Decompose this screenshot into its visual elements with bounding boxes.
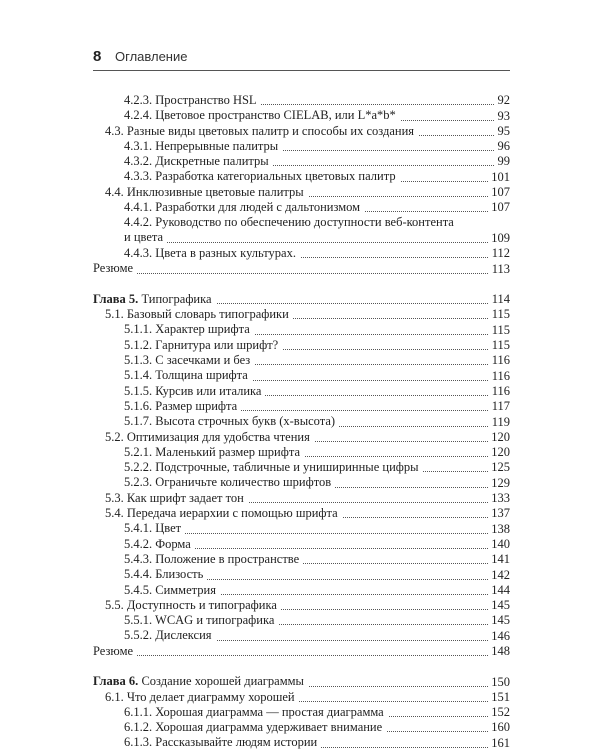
toc-entry-label: 6.1.1. Хорошая диаграмма — простая диаграмма bbox=[124, 704, 384, 719]
toc-page-number: 99 bbox=[495, 154, 511, 169]
toc-entry-label: 4.3.1. Непрерывные палитры bbox=[124, 138, 279, 153]
toc-entry-label-cont: и цвета bbox=[124, 230, 167, 244]
toc-page-number: 133 bbox=[488, 491, 510, 506]
toc-page-number: 140 bbox=[488, 537, 510, 552]
toc-entry-label: 4.3. Разные виды цветовых палитр и способы их создания bbox=[105, 123, 415, 138]
toc-page-number: 115 bbox=[489, 323, 510, 338]
toc-entry[interactable] bbox=[93, 246, 510, 261]
chapter-number: Глава 6. bbox=[93, 674, 139, 689]
toc-page-number: 101 bbox=[488, 170, 510, 185]
toc-page-number: 142 bbox=[488, 568, 510, 583]
toc-entry-label: Создание хорошей диаграммы bbox=[141, 674, 304, 689]
toc-entry[interactable] bbox=[93, 521, 510, 536]
dot-leader bbox=[93, 273, 510, 274]
toc-page-number: 125 bbox=[488, 460, 510, 475]
toc-entry[interactable] bbox=[93, 292, 510, 307]
toc-page-number: 109 bbox=[488, 231, 510, 246]
toc-entry[interactable] bbox=[93, 445, 510, 460]
toc-entry[interactable] bbox=[93, 93, 510, 108]
toc-entry[interactable] bbox=[93, 567, 510, 582]
toc-entry-label: 5.1.2. Гарнитура или шрифт? bbox=[124, 337, 279, 352]
toc-entry-label: 5.1.4. Толщина шрифта bbox=[124, 368, 248, 383]
toc-entry-label: 5.2.3. Ограничьте количество шрифтов bbox=[124, 475, 332, 490]
toc-page-number: 107 bbox=[488, 185, 510, 200]
toc-entry-label: 5.1.6. Размер шрифта bbox=[124, 398, 238, 413]
toc-entry-label: 5.2.1. Маленький размер шрифта bbox=[124, 444, 300, 459]
toc-entry[interactable] bbox=[93, 154, 510, 169]
page-header bbox=[93, 48, 510, 71]
toc-entry-label: 5.4.2. Форма bbox=[124, 536, 191, 551]
toc-entry[interactable] bbox=[93, 108, 510, 123]
toc-entry[interactable] bbox=[93, 674, 510, 689]
toc-page-number: 114 bbox=[489, 292, 510, 307]
toc-page-number: 120 bbox=[488, 445, 510, 460]
toc-entry-label: 5.5.2. Дислексия bbox=[124, 628, 212, 643]
toc-page-number: 113 bbox=[489, 262, 510, 277]
page-number: 8 bbox=[93, 48, 102, 65]
toc-page-number: 115 bbox=[489, 338, 510, 353]
toc-entry-label: 5.1.1. Характер шрифта bbox=[124, 322, 250, 337]
toc-entry[interactable] bbox=[93, 384, 510, 399]
toc-entry[interactable] bbox=[93, 690, 510, 705]
toc-entry[interactable] bbox=[93, 491, 510, 506]
chapter-number: Глава 5. bbox=[93, 291, 139, 306]
toc-entry-label: 6.1.3. Рассказывайте людям истории bbox=[124, 735, 318, 750]
toc-entry-label: Резюме bbox=[93, 643, 134, 658]
toc-entry-label: 5.1.3. С засечками и без bbox=[124, 353, 251, 368]
toc-entry-label: 6.1. Что делает диаграмму хорошей bbox=[105, 689, 295, 704]
dot-leader bbox=[124, 242, 510, 243]
toc-page-number: 116 bbox=[489, 369, 510, 384]
toc-entry[interactable] bbox=[93, 139, 510, 154]
toc-entry[interactable] bbox=[93, 613, 510, 628]
toc-page-number: 120 bbox=[488, 430, 510, 445]
toc-entry[interactable] bbox=[93, 720, 510, 735]
toc-entry[interactable] bbox=[93, 399, 510, 414]
toc-page-number: 137 bbox=[488, 506, 510, 521]
toc-entry-label: 5.4.5. Симметрия bbox=[124, 582, 216, 597]
toc-page-number: 148 bbox=[488, 644, 510, 659]
toc-page-number: 115 bbox=[489, 307, 510, 322]
toc-page-number: 145 bbox=[488, 598, 510, 613]
toc-entry-label: 4.4.3. Цвета в разных культурах. bbox=[124, 245, 296, 260]
toc-entry[interactable] bbox=[93, 261, 510, 276]
running-title: Оглавление bbox=[115, 49, 188, 64]
toc-page-number: 144 bbox=[488, 583, 510, 598]
toc-entry-label: 4.4.2. Руководство по обеспечению доступности веб-контента bbox=[124, 215, 454, 230]
toc-entry-label: 5.5.1. WCAG и типографика bbox=[124, 613, 275, 628]
toc-entry[interactable] bbox=[93, 430, 510, 445]
toc-entry[interactable] bbox=[93, 644, 510, 659]
toc-entry[interactable] bbox=[93, 705, 510, 720]
toc-page-number: 107 bbox=[488, 200, 510, 215]
toc-entry-label: 4.3.2. Дискретные палитры bbox=[124, 154, 269, 169]
toc-entry[interactable] bbox=[93, 353, 510, 368]
toc-entry-label: 5.4.4. Близость bbox=[124, 567, 204, 582]
toc-entry[interactable] bbox=[93, 537, 510, 552]
toc-entry-label: 4.4.1. Разработки для людей с дальтонизмом bbox=[124, 200, 361, 215]
toc-page-number: 119 bbox=[489, 415, 510, 430]
toc-entry[interactable] bbox=[93, 322, 510, 337]
toc-entry[interactable] bbox=[93, 735, 510, 750]
toc-entry[interactable] bbox=[93, 414, 510, 429]
toc-page-number: 141 bbox=[488, 552, 510, 567]
toc-page-number: 95 bbox=[495, 124, 511, 139]
toc-entry-label: 5.1.7. Высота строчных букв (x-высота) bbox=[124, 414, 336, 429]
toc-entry[interactable] bbox=[93, 307, 510, 322]
toc-entry[interactable] bbox=[93, 475, 510, 490]
toc-page-number: 160 bbox=[488, 720, 510, 735]
toc-entry-label: Резюме bbox=[93, 261, 134, 276]
toc-entry[interactable] bbox=[93, 552, 510, 567]
toc-entry-label: 5.5. Доступность и типографика bbox=[105, 597, 277, 612]
toc-entry-label: Типографика bbox=[141, 291, 212, 306]
toc-entry-label: 5.2. Оптимизация для удобства чтения bbox=[105, 429, 310, 444]
toc-entry-label: 6.1.2. Хорошая диаграмма удерживает внимание bbox=[124, 720, 383, 735]
toc-page-number: 145 bbox=[488, 613, 510, 628]
toc-page-number: 161 bbox=[488, 736, 510, 751]
toc-entry[interactable] bbox=[93, 124, 510, 139]
toc-page-number: 151 bbox=[488, 690, 510, 705]
toc-entry-label: 5.2.2. Подстрочные, табличные и униширинные цифры bbox=[124, 460, 419, 475]
toc-entry-label: 5.4.3. Положение в пространстве bbox=[124, 551, 300, 566]
toc-entry-label: 4.3.3. Разработка категориальных цветовых палитр bbox=[124, 169, 396, 184]
toc-page-number: 96 bbox=[495, 139, 511, 154]
toc-page-number: 93 bbox=[495, 109, 511, 124]
toc-entry[interactable] bbox=[93, 628, 510, 643]
toc-page-number: 116 bbox=[489, 353, 510, 368]
toc-page-number: 146 bbox=[488, 629, 510, 644]
toc-page-number: 129 bbox=[488, 476, 510, 491]
toc-entry[interactable] bbox=[93, 598, 510, 613]
toc-entry-label: 5.1.5. Курсив или италика bbox=[124, 383, 262, 398]
toc-entry[interactable] bbox=[93, 583, 510, 598]
table-of-contents bbox=[93, 93, 510, 751]
toc-entry[interactable] bbox=[93, 338, 510, 353]
toc-entry[interactable] bbox=[93, 460, 510, 475]
toc-page-number: 150 bbox=[488, 675, 510, 690]
toc-page-number: 152 bbox=[488, 705, 510, 720]
toc-entry-label: 5.3. Как шрифт задает тон bbox=[105, 490, 244, 505]
toc-page-number: 112 bbox=[489, 246, 510, 261]
toc-entry[interactable] bbox=[93, 368, 510, 383]
toc-page-number: 116 bbox=[489, 384, 510, 399]
toc-entry-label: 5.4.1. Цвет bbox=[124, 521, 182, 536]
toc-entry-label: 4.2.3. Пространство HSL bbox=[124, 93, 257, 107]
toc-entry[interactable] bbox=[93, 200, 510, 215]
toc-entry[interactable] bbox=[93, 169, 510, 184]
toc-entry[interactable] bbox=[93, 506, 510, 521]
toc-entry[interactable] bbox=[93, 185, 510, 200]
toc-page-number: 117 bbox=[489, 399, 510, 414]
toc-entry[interactable] bbox=[93, 215, 510, 246]
toc-entry-label: 4.4. Инклюзивные цветовые палитры bbox=[105, 184, 304, 199]
dot-leader bbox=[93, 655, 510, 656]
toc-entry-label: 5.4. Передача иерархии с помощью шрифта bbox=[105, 506, 338, 521]
toc-entry-label: 4.2.4. Цветовое пространство CIELAB, или L*a*b* bbox=[124, 108, 396, 123]
toc-page-number: 138 bbox=[488, 522, 510, 537]
toc-entry-label: 5.1. Базовый словарь типографики bbox=[105, 307, 289, 322]
toc-page-number: 92 bbox=[495, 93, 511, 108]
